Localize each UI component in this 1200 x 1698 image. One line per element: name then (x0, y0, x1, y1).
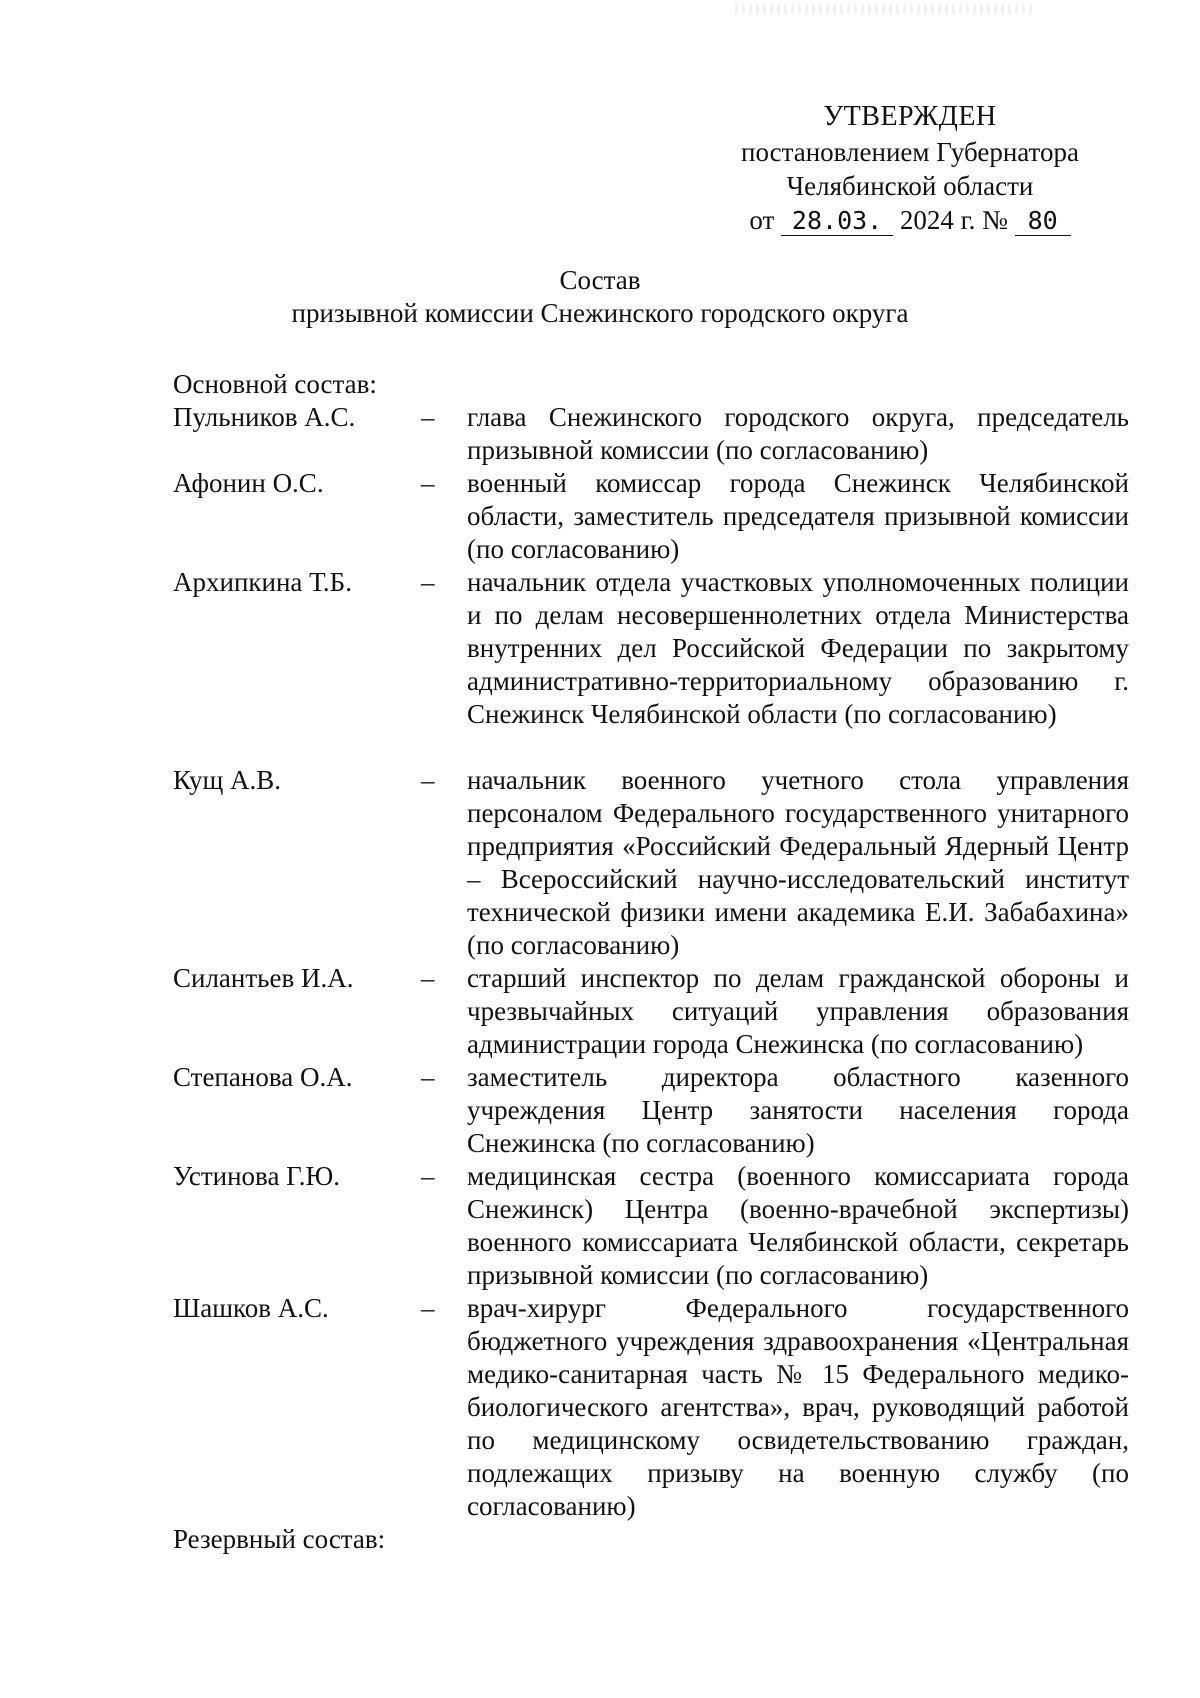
member-description: заместитель директора областного казенного учреждения Центр занятости населения города Снежинска (по согласованию) (467, 1062, 1129, 1158)
member-name: Пульников А.С. (173, 402, 356, 432)
scan-artifact (735, 4, 1035, 14)
member-dash: – (421, 468, 435, 498)
member-row (173, 962, 1129, 1061)
member-name: Афонин О.С. (173, 468, 324, 498)
member-name: Шашков А.С. (173, 1293, 329, 1323)
member-description: глава Снежинского городского округа, председатель призывной комиссии (по согласованию) (467, 402, 1129, 465)
member-description: старший инспектор по делам гражданской обороны и чрезвычайных ситуаций управления образования администрации города Снежинска (по согласованию) (467, 963, 1129, 1059)
approval-line-1: постановлением Губернатора (741, 137, 1079, 167)
member-row (173, 566, 1129, 731)
approval-line-2: Челябинской области (786, 171, 1034, 201)
date-prefix: от (749, 205, 775, 235)
member-row (173, 1061, 1129, 1160)
member-dash: – (421, 765, 435, 795)
document-title (240, 264, 960, 330)
member-name: Устинова Г.Ю. (173, 1161, 340, 1191)
member-description: начальник военного учетного стола управления персоналом Федерального государственного унитарного предприятия «Российский Федеральный Ядерный Центр – Всероссийский научно-исследовательский институт технической физики имени академика Е.И. Забабахина» (по согласованию) (467, 765, 1129, 960)
member-dash: – (421, 567, 435, 597)
reserve-section-label: Резервный состав: (173, 1524, 386, 1554)
member-row (173, 764, 1129, 962)
member-name: Силантьев И.А. (173, 963, 354, 993)
approval-date-line (690, 203, 1130, 237)
member-description: врач-хирург Федерального государственного бюджетного учреждения здравоохранения «Центральная медико-санитарная часть № 15 Федерального медико-биологического агентства», врач, руководящий работой по медицинскому освидетельствованию граждан, подлежащих призыву на военную службу (по согласованию) (467, 1293, 1129, 1521)
approval-heading: УТВЕРЖДЕН (823, 101, 997, 132)
title-line-1: Состав (559, 265, 641, 295)
member-name: Архипкина Т.Б. (173, 567, 352, 597)
member-description: начальник отдела участковых уполномоченных полиции и по делам несовершеннолетних отдела Министерства внутренних дел Российской Федерации по закрытому административно-территориальному образованию г. Снежинск Челябинской области (по согласованию) (467, 567, 1129, 729)
member-row (173, 1160, 1129, 1292)
member-name: Кущ А.В. (173, 765, 282, 795)
main-section-label: Основной состав: (173, 369, 377, 399)
member-name: Степанова О.А. (173, 1062, 353, 1092)
member-row (173, 467, 1129, 566)
title-line-2: призывной комиссии Снежинского городского округа (291, 298, 909, 328)
member-dash: – (421, 402, 435, 432)
member-row (173, 401, 1129, 467)
member-row (173, 1292, 1129, 1523)
member-dash: – (421, 1293, 435, 1323)
member-description: медицинская сестра (военного комиссариата города Снежинск) Центра (военно-врачебной экспертизы) военного комиссариата Челябинской области, секретарь призывной комиссии (по согласованию) (467, 1161, 1129, 1290)
member-description: военный комиссар города Снежинск Челябинской области, заместитель председателя призывной комиссии (по согласованию) (467, 468, 1129, 564)
member-dash: – (421, 1161, 435, 1191)
approval-stamp-block (690, 100, 1130, 237)
member-dash: – (421, 963, 435, 993)
handwritten-date: 28.03. (781, 207, 893, 236)
member-dash: – (421, 1062, 435, 1092)
handwritten-number: 80 (1015, 207, 1071, 236)
year-and-number-label: 2024 г. № (899, 205, 1008, 235)
